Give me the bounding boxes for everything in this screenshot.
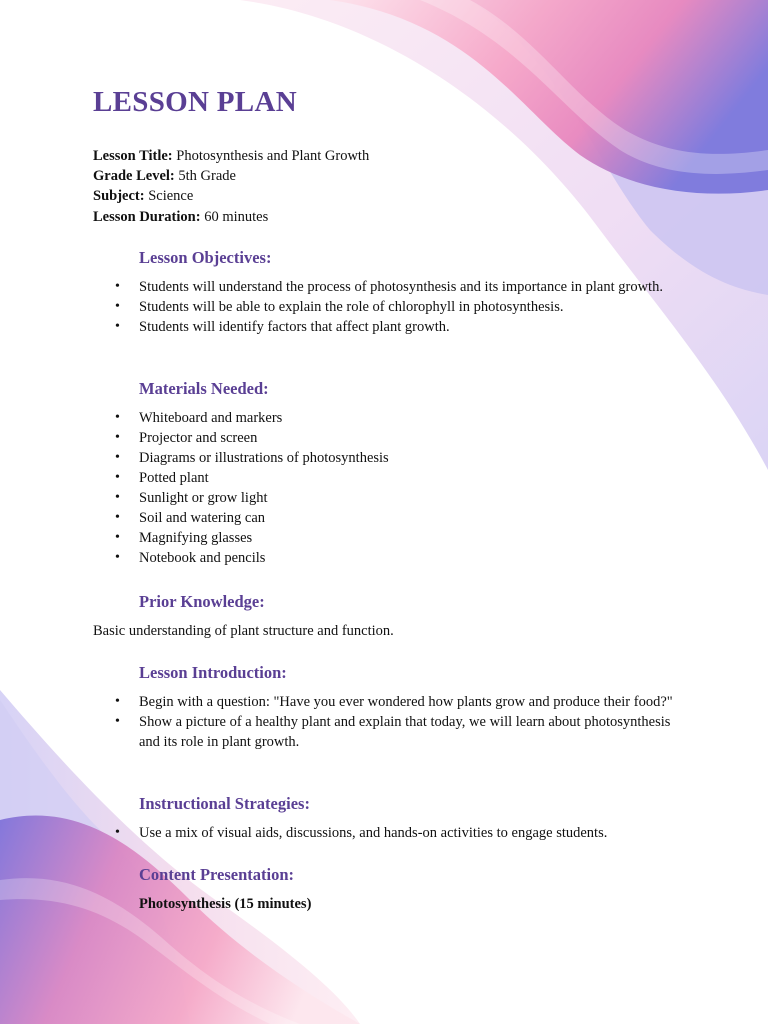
meta-duration-row bbox=[93, 207, 369, 227]
list-item: • Whiteboard and markers bbox=[139, 408, 659, 428]
lesson-meta bbox=[93, 146, 369, 227]
prior-knowledge-text: Basic understanding of plant structure and function. bbox=[93, 623, 394, 639]
page-title: LESSON PLAN bbox=[93, 86, 297, 118]
meta-grade-value: 5th Grade bbox=[178, 168, 236, 185]
meta-subject-row bbox=[93, 186, 369, 206]
list-item: • Potted plant bbox=[139, 468, 659, 488]
list-item: • Projector and screen bbox=[139, 428, 659, 448]
meta-grade-row bbox=[93, 166, 369, 186]
meta-subject-value: Science bbox=[148, 188, 194, 205]
list-item: • Magnifying glasses bbox=[139, 528, 659, 548]
meta-lesson-title-row bbox=[93, 146, 369, 166]
introduction-list bbox=[139, 692, 679, 752]
meta-grade-label: Grade Level: bbox=[93, 168, 175, 185]
list-item: • Sunlight or grow light bbox=[139, 488, 659, 508]
prior-knowledge-heading: Prior Knowledge: bbox=[139, 592, 265, 611]
meta-duration-value: 60 minutes bbox=[204, 208, 269, 225]
objectives-heading: Lesson Objectives: bbox=[139, 248, 272, 267]
list-item: • Students will be able to explain the role of chlorophyll in photosynthesis. bbox=[139, 297, 669, 317]
meta-duration-label: Lesson Duration: bbox=[93, 208, 201, 225]
materials-heading: Materials Needed: bbox=[139, 379, 269, 398]
introduction-heading: Lesson Introduction: bbox=[139, 663, 287, 682]
list-item: • Notebook and pencils bbox=[139, 548, 659, 568]
meta-subject-label: Subject: bbox=[93, 188, 145, 205]
objectives-list bbox=[139, 277, 669, 337]
list-item: • Begin with a question: "Have you ever wondered how plants grow and produce their food?" bbox=[139, 692, 679, 712]
list-item: • Soil and watering can bbox=[139, 508, 659, 528]
list-item: • Use a mix of visual aids, discussions, and hands-on activities to engage students. bbox=[139, 823, 699, 843]
list-item: • Students will understand the process of photosynthesis and its importance in plant growth. bbox=[139, 277, 669, 297]
strategies-heading: Instructional Strategies: bbox=[139, 794, 310, 813]
list-item: • Diagrams or illustrations of photosynthesis bbox=[139, 448, 659, 468]
strategies-list bbox=[139, 823, 699, 843]
list-item: • Students will identify factors that affect plant growth. bbox=[139, 317, 669, 337]
materials-list bbox=[139, 408, 659, 568]
content-subheading: Photosynthesis (15 minutes) bbox=[139, 896, 312, 912]
content-presentation-heading: Content Presentation: bbox=[139, 865, 295, 884]
meta-lesson-title-label: Lesson Title: bbox=[93, 148, 173, 164]
list-item: • Show a picture of a healthy plant and explain that today, we will learn about photosynthesis and its role in plant growth. bbox=[139, 712, 679, 752]
meta-lesson-title-value: Photosynthesis and Plant Growth bbox=[176, 148, 370, 164]
